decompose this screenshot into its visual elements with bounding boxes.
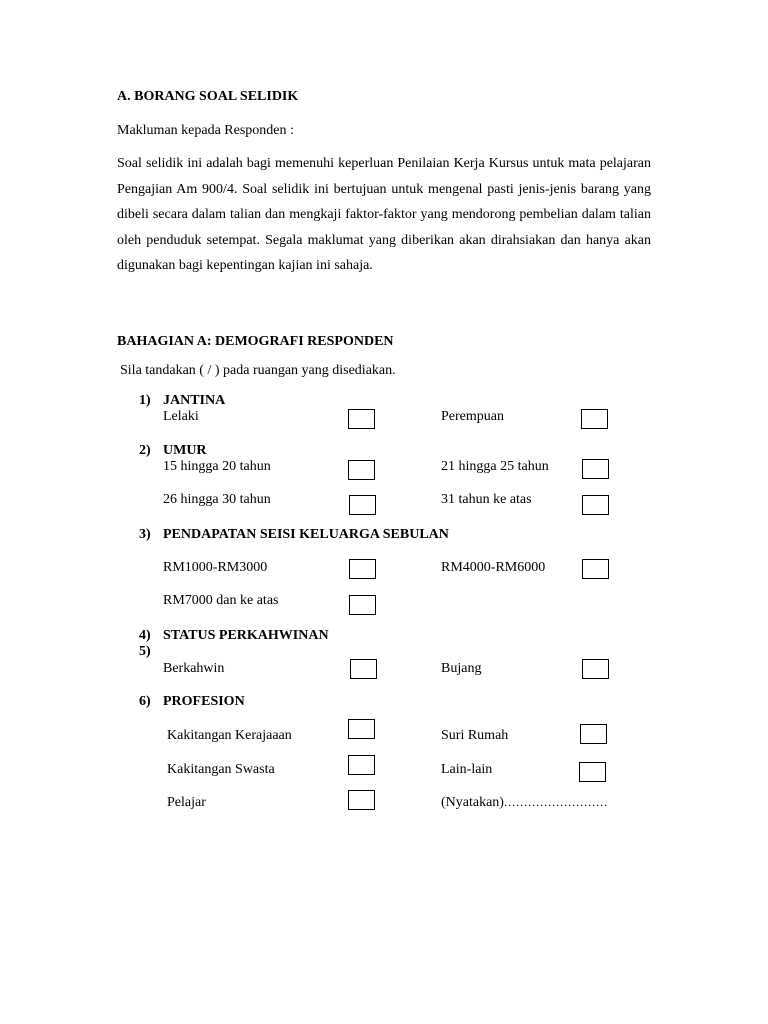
option-21-25-label: 21 hingga 25 tahun: [441, 459, 549, 474]
question-5-number: 5): [139, 644, 151, 659]
intro-paragraph: Soal selidik ini adalah bagi memenuhi keperluan Penilaian Kerja Kursus untuk mata pelajaran Pengajian Am 900/4. Soal selidik ini bertujuan untuk mengenal pasti jenis-jenis barang yang dibeli secara dalam talian dan mengkaji faktor-faktor yang mendorong pembelian dalam talian oleh penduduk setempat. Segala maklumat yang diberikan akan dirahsiakan dan hanya akan digunakan bagi kepentingan kajian ini sahaja.: [117, 156, 651, 274]
option-bujang-checkbox[interactable]: [582, 659, 609, 679]
option-26-30-checkbox[interactable]: [349, 495, 376, 515]
option-suri-rumah-label: Suri Rumah: [441, 728, 509, 743]
option-perempuan-checkbox[interactable]: [581, 409, 608, 429]
option-swasta-checkbox[interactable]: [348, 755, 375, 775]
specify-dots: ..........................: [503, 795, 608, 809]
question-4-title: STATUS PERKAHWINAN: [163, 628, 329, 643]
specify-label: (Nyatakan): [441, 795, 504, 810]
question-6-number: 6): [139, 694, 151, 709]
form-title: A. BORANG SOAL SELIDIK: [117, 89, 299, 104]
option-kerajaan-checkbox[interactable]: [348, 719, 375, 739]
question-2-title: UMUR: [163, 443, 207, 458]
option-lelaki-label: Lelaki: [163, 409, 199, 424]
option-bujang-label: Bujang: [441, 661, 482, 676]
question-1-number: 1): [139, 393, 151, 408]
option-15-20-label: 15 hingga 20 tahun: [163, 459, 271, 474]
instruction-text: Sila tandakan ( / ) pada ruangan yang disediakan.: [120, 363, 396, 378]
option-rm4000-checkbox[interactable]: [582, 559, 609, 579]
option-perempuan-label: Perempuan: [441, 409, 504, 424]
option-swasta-label: Kakitangan Swasta: [167, 762, 275, 777]
option-rm1000-checkbox[interactable]: [349, 559, 376, 579]
option-31-plus-label: 31 tahun ke atas: [441, 492, 532, 507]
option-lain-lain-checkbox[interactable]: [579, 762, 606, 782]
option-kerajaan-label: Kakitangan Kerajaaan: [167, 728, 292, 743]
option-berkahwin-checkbox[interactable]: [350, 659, 377, 679]
option-suri-rumah-checkbox[interactable]: [580, 724, 607, 744]
option-26-30-label: 26 hingga 30 tahun: [163, 492, 271, 507]
option-rm7000-checkbox[interactable]: [349, 595, 376, 615]
option-pelajar-label: Pelajar: [167, 795, 206, 810]
option-21-25-checkbox[interactable]: [582, 459, 609, 479]
option-rm1000-label: RM1000-RM3000: [163, 560, 268, 575]
question-3-title: PENDAPATAN SEISI KELUARGA SEBULAN: [163, 527, 449, 542]
question-6-title: PROFESION: [163, 694, 245, 709]
question-3-number: 3): [139, 527, 151, 542]
option-rm4000-label: RM4000-RM6000: [441, 560, 546, 575]
option-lain-lain-label: Lain-lain: [441, 762, 493, 777]
option-pelajar-checkbox[interactable]: [348, 790, 375, 810]
question-4-number: 4): [139, 628, 151, 643]
question-1-title: JANTINA: [163, 393, 226, 408]
section-heading: BAHAGIAN A: DEMOGRAFI RESPONDEN: [117, 334, 394, 349]
option-berkahwin-label: Berkahwin: [163, 661, 225, 676]
question-2-number: 2): [139, 443, 151, 458]
option-31-plus-checkbox[interactable]: [582, 495, 609, 515]
specify-field[interactable]: [441, 794, 608, 811]
option-rm7000-label: RM7000 dan ke atas: [163, 593, 279, 608]
option-15-20-checkbox[interactable]: [348, 460, 375, 480]
respondent-greeting: Makluman kepada Responden :: [117, 123, 294, 138]
option-lelaki-checkbox[interactable]: [348, 409, 375, 429]
